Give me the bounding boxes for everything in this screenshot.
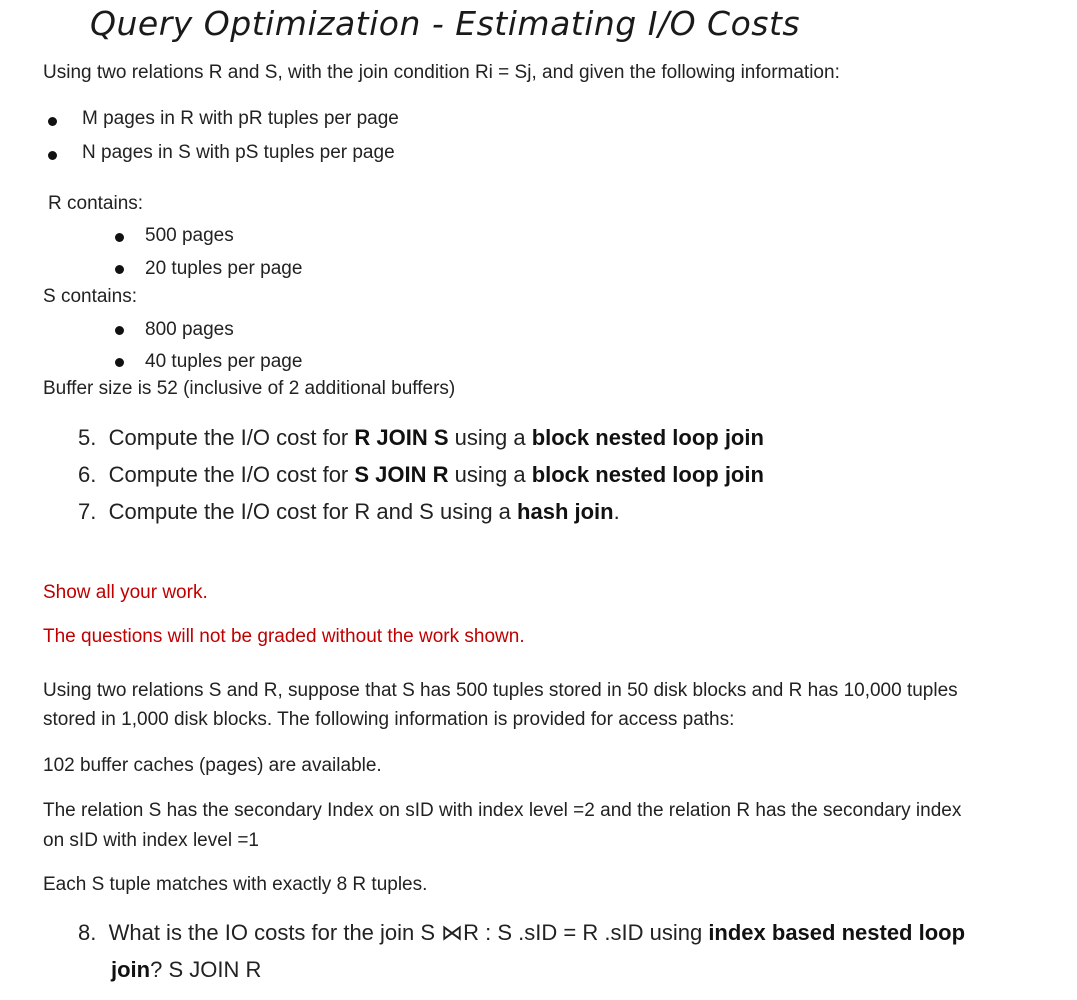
part2-line1: Using two relations S and R, suppose that S has 500 tuples stored in 50 disk blocks and R has 10,000 tuples [43,680,958,701]
bullet-icon [115,326,124,335]
bullet-icon [115,233,124,242]
intro-text: Using two relations R and S, with the join condition Ri = Sj, and given the following information: [43,62,840,83]
index-text-line2: on sID with index level =1 [43,830,259,851]
bullet-icon [115,358,124,367]
r-tuples: 20 tuples per page [145,258,303,279]
match-text: Each S tuple matches with exactly 8 R tuples. [43,874,428,895]
warning-show-work: Show all your work. [43,582,208,603]
question-5: 5. Compute the I/O cost for R JOIN S using a block nested loop join [78,425,764,450]
s-tuples: 40 tuples per page [145,351,303,372]
bullet-icon [48,151,57,160]
r-contains-label: R contains: [48,193,144,214]
index-text-line1: The relation S has the secondary Index on sID with index level =2 and the relation R has the secondary index [43,800,962,821]
s-contains-label: S contains: [43,286,137,307]
question-6: 6. Compute the I/O cost for S JOIN R using a block nested loop join [78,462,764,487]
bullet-icon [48,117,57,126]
page-title: Query Optimization - Estimating I/O Costs [90,4,801,43]
question-8-line1: 8. What is the IO costs for the join S ⋈R : S .sID = R .sID using index based nested loop [78,920,966,945]
buffer-text: Buffer size is 52 (inclusive of 2 additional buffers) [43,378,456,399]
buffer-caches-text: 102 buffer caches (pages) are available. [43,755,382,776]
r-pages: 500 pages [145,225,234,246]
bullet-icon [115,265,124,274]
part2-line2: stored in 1,000 disk blocks. The following information is provided for access paths: [43,709,735,730]
question-7: 7. Compute the I/O cost for R and S using a hash join. [78,499,620,524]
bullet-item-s: N pages in S with pS tuples per page [82,142,395,163]
warning-grading: The questions will not be graded without the work shown. [43,626,525,647]
question-8-line2: join? S JOIN R [111,957,262,982]
s-pages: 800 pages [145,319,234,340]
bullet-item-r: M pages in R with pR tuples per page [82,108,399,129]
